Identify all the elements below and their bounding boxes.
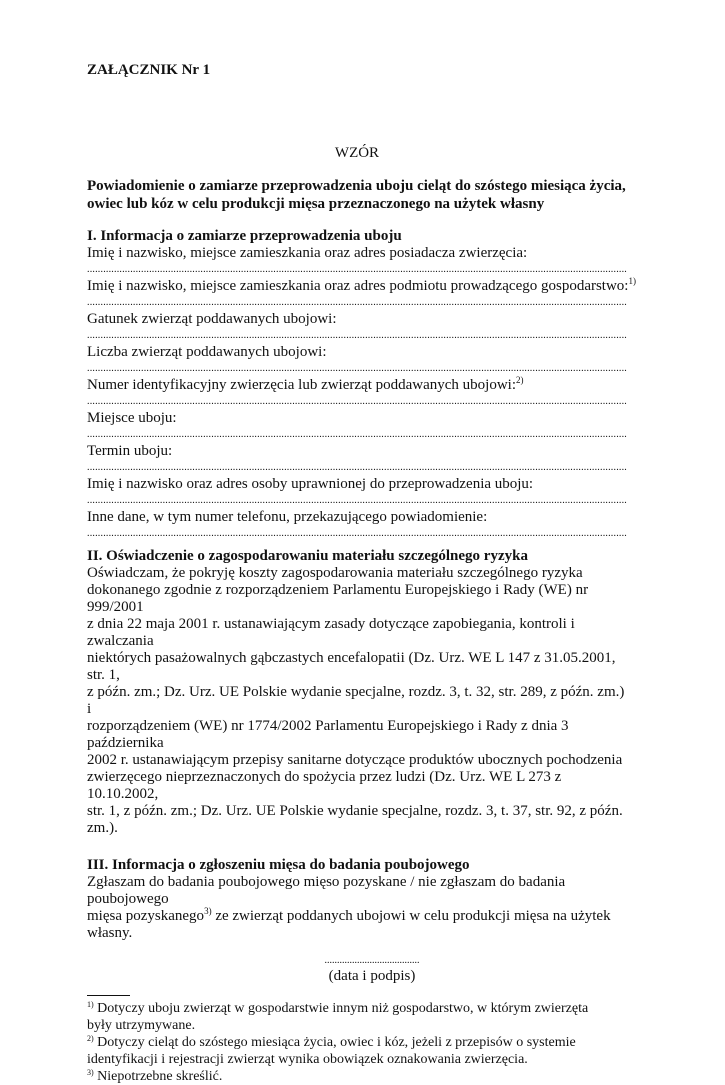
field-label-date: Termin uboju: — [87, 443, 173, 459]
field-line-farm-operator[interactable] — [87, 295, 627, 311]
section-3-heading: III. Informacja o zgłoszeniu mięsa do badania poubojowego — [87, 857, 470, 873]
footnote-1: $^{1)}$ Dotyczy uboju zwierząt w gospodarstwie innym niż gospodarstwo, w którym zwierzęta były utrzymywane. — [87, 1000, 589, 1033]
field-label-count: Liczba zwierząt poddawanych ubojowi: — [87, 344, 327, 360]
footnote-2: $^{2)}$ Dotyczy cieląt do szóstego miesiąca życia, owiec i kóz, jeżeli z przepisów o systemie identyfikacji i rejestracji zwierząt wynika obowiązek oznakowania zwierzęcia. — [87, 1034, 576, 1067]
field-label-place: Miejsce uboju: — [87, 410, 177, 426]
annex-title: ZAŁĄCZNIK Nr 1 — [87, 62, 211, 78]
field-line-species[interactable] — [87, 328, 627, 344]
field-label-farm-operator: Imię i nazwisko, miejsce zamieszkania oraz adres podmiotu prowadzącego gospodarstwo:$^{1)}$ — [87, 276, 636, 294]
section-2-heading: II. Oświadczenie o zagospodarowaniu materiału szczególnego ryzyka — [87, 548, 528, 564]
field-line-place[interactable] — [87, 427, 627, 443]
footnote-3: $^{3)}$ Niepotrzebne skreślić. — [87, 1068, 223, 1084]
document-title: Powiadomienie o zamiarze przeprowadzenia uboju cieląt do szóstego miesiąca życia, owiec lub kóz w celu produkcji mięsa przeznaczonego na użytek własny — [87, 178, 626, 212]
footnote-ref: 1) — [628, 276, 636, 286]
section-1-heading: I. Informacja o zamiarze przeprowadzenia uboju — [87, 228, 402, 244]
field-label-other-data: Inne dane, w tym numer telefonu, przekazującego powiadomienie: — [87, 509, 488, 525]
field-line-other-data[interactable] — [87, 526, 627, 542]
footnote-ref: 2) — [516, 375, 524, 385]
field-line-slaughterer[interactable] — [87, 493, 627, 509]
field-line-date[interactable] — [87, 460, 627, 476]
section-3-statement: Zgłaszam do badania poubojowego mięso pozyskane / nie zgłaszam do badania poubojowego mięsa pozyskanego$^{3)}$ ze zwierząt poddanych ubojowi w celu produkcji mięsa na użytek własny. — [87, 874, 611, 941]
field-label-id-number: Numer identyfikacyjny zwierzęcia lub zwierząt poddawanych ubojowi:$^{2)}$ — [87, 375, 524, 393]
field-label-owner: Imię i nazwisko, miejsce zamieszkania oraz adres posiadacza zwierzęcia: — [87, 245, 528, 261]
field-label-slaughterer: Imię i nazwisko oraz adres osoby uprawnionej do przeprowadzenia uboju: — [87, 476, 534, 492]
footnote-ref: 3) — [204, 906, 212, 916]
section-2-statement: Oświadczam, że pokryję koszty zagospodarowania materiału szczególnego ryzyka dokonanego zgodnie z rozporządzeniem Parlamentu Europejskiego i Rady (WE) nr 999/2001 z dnia 22 maja 2001 r. ustanawiającym zasady dotyczące zapobiegania, kontroli i zwalczania niektórych pasażowalnych gąbczastych encefalopatii (Dz. Urz. WE L 147 z 31.05.2001, str. 1, z późn. zm.; Dz. Urz. UE Polskie wydanie specjalne, rozdz. 3, t. 32, str. 289, z późn. zm.) i rozporządzeniem (WE) nr 1774/2002 Parlamentu Europejskiego i Rady z dnia 3 października 2002 r. ustanawiającym przepisy sanitarne dotyczące produktów ubocznych pochodzenia zwierzęcego nieprzeznaczonych do spożycia przez ludzi (Dz. Urz. WE L 273 z 10.10.2002, str. 1, z późn. zm.; Dz. Urz. UE Polskie wydanie specjalne, rozdz. 3, t. 37, str. 92, z późn. zm.). — [87, 565, 625, 836]
footnote-separator — [87, 995, 130, 996]
field-label-species: Gatunek zwierząt poddawanych ubojowi: — [87, 311, 337, 327]
signature-block — [297, 954, 447, 985]
signature-label: (data i podpis) — [328, 968, 416, 984]
form-body — [87, 228, 636, 1085]
template-label: WZÓR — [334, 145, 380, 161]
field-line-id-number[interactable] — [87, 394, 627, 410]
field-line-owner[interactable] — [87, 262, 627, 278]
signature-line[interactable]: ...................................... — [324, 955, 420, 966]
field-line-count[interactable] — [87, 361, 627, 377]
